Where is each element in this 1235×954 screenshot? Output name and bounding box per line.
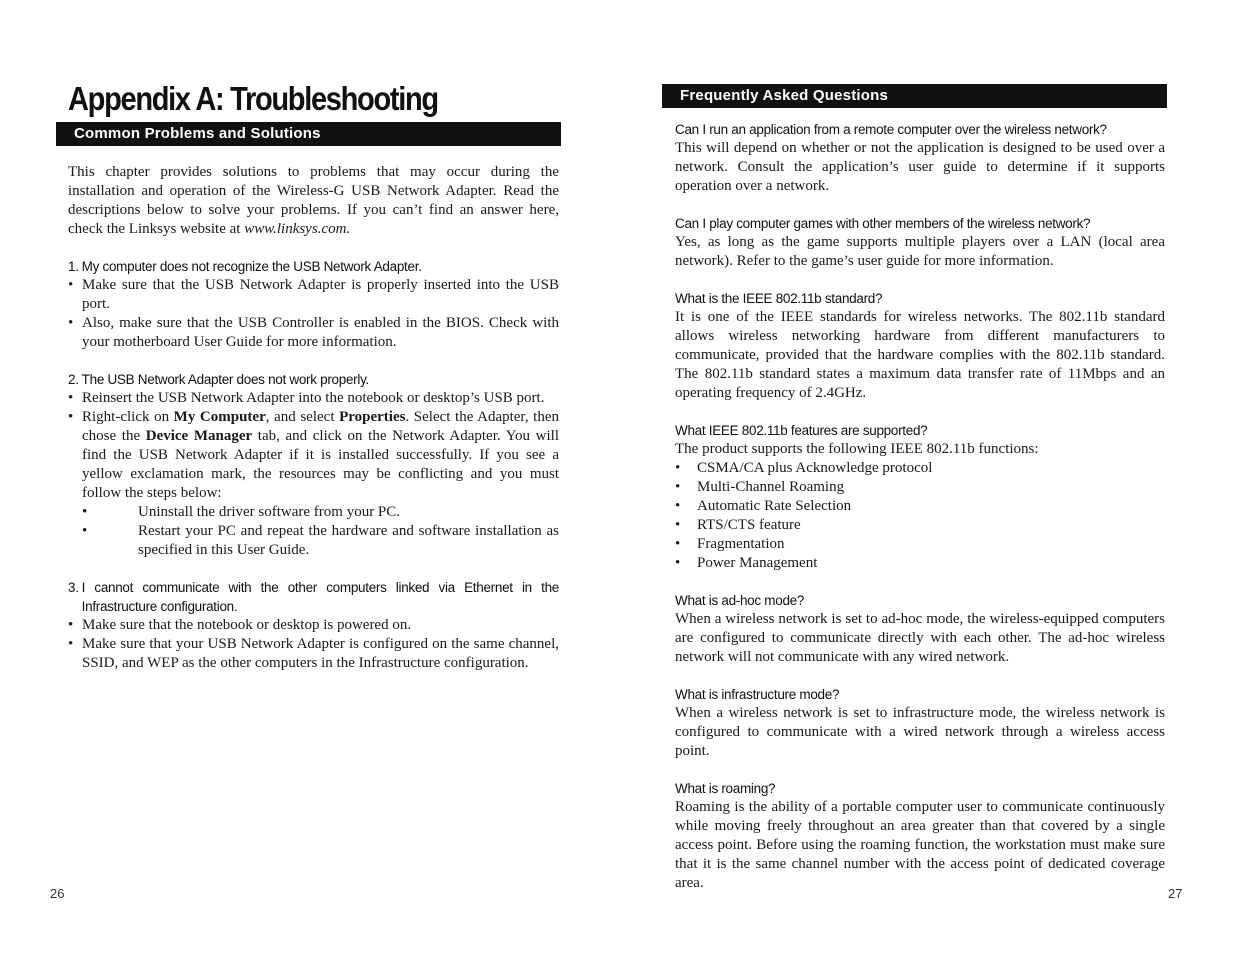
properties-label: Properties: [339, 409, 406, 425]
chapter-title: Appendix A: Troubleshooting: [68, 80, 438, 117]
device-manager-label: Device Manager: [145, 428, 253, 444]
faq-question-6: What is infrastructure mode?: [675, 687, 840, 702]
list-item: • Make sure that the USB Network Adapter is properly inserted into the USB port.: [68, 277, 559, 312]
page-number-left: 26: [50, 886, 65, 901]
faq-answer-6: When a wireless network is set to infrastructure mode, the wireless network is configured to communicate with a wired network through a wireless access point.: [675, 705, 1165, 759]
list-item: • RTS/CTS feature: [675, 517, 801, 533]
bullet-icon: •: [68, 636, 74, 652]
bullet-icon: •: [68, 390, 74, 406]
problem-3-title: I cannot communicate with the other computers linked via Ethernet in the Infrastructure configuration.: [81, 580, 559, 614]
faq-answer-5: When a wireless network is set to ad-hoc mode, the wireless-equipped computers are configured to communicate directly with each other. The ad-hoc wireless network will not communicate with any wired network.: [675, 611, 1165, 665]
problem-3-heading: [68, 578, 559, 616]
troubleshooting-body: [68, 163, 559, 673]
list-item: • Multi-Channel Roaming: [675, 479, 845, 495]
problem-1-heading: [68, 257, 559, 276]
faq-answer-7: Roaming is the ability of a portable computer user to communicate continuously while moving freely throughout an area greater than that covered by a single access point. Before using the roaming function, the workstation must make sure that it is the same channel number with the access point of dedicated coverage area.: [675, 799, 1165, 891]
problem-1-title: My computer does not recognize the USB Network Adapter.: [81, 259, 422, 274]
problem-2-heading: [68, 370, 559, 389]
list-item: • Also, make sure that the USB Controller is enabled in the BIOS. Check with your motherboard User Guide for more information.: [68, 315, 559, 350]
bullet-icon: •: [675, 555, 681, 571]
list-item: • Reinsert the USB Network Adapter into the notebook or desktop’s USB port.: [68, 390, 545, 406]
list-item: • Uninstall the driver software from your PC.: [82, 504, 401, 520]
bullet-icon: •: [82, 523, 88, 539]
bullet-icon: •: [675, 517, 681, 533]
faq-question-4: What IEEE 802.11b features are supported?: [675, 423, 928, 438]
bullet-icon: •: [68, 617, 74, 633]
left-page: [0, 0, 617, 954]
linksys-website-link[interactable]: www.linksys.com.: [244, 221, 351, 237]
faq-question-3: What is the IEEE 802.11b standard?: [675, 291, 883, 306]
problem-3-number: 3.: [68, 580, 79, 595]
problem-1-solutions: [68, 276, 559, 352]
problem-3-solutions: [68, 616, 559, 673]
supported-features-list: [675, 459, 1165, 573]
problem-2-solutions: [68, 389, 559, 560]
page-number-right: 27: [1168, 886, 1183, 901]
list-item: • CSMA/CA plus Acknowledge protocol: [675, 460, 933, 476]
section-header-faq: Frequently Asked Questions: [662, 84, 1167, 108]
bullet-icon: •: [68, 277, 74, 293]
faq-question-5: What is ad-hoc mode?: [675, 593, 805, 608]
list-item: • Restart your PC and repeat the hardware and software installation as specified in this User Guide.: [82, 523, 559, 558]
list-item: • Power Management: [675, 555, 818, 571]
my-computer-label: My Computer: [173, 409, 266, 425]
problem-1-number: 1.: [68, 259, 79, 274]
intro-text: This chapter provides solutions to problems that may occur during the installation and operation of the Wireless-G USB Network Adapter. Read the descriptions below to solve your problems. If you can’t find an answer here, check the Linksys website at: [68, 164, 559, 237]
problem-2-steps: [82, 503, 559, 560]
bullet-icon: •: [68, 409, 74, 425]
bullet-icon: •: [675, 479, 681, 495]
faq-answer-4: The product supports the following IEEE 802.11b functions:: [675, 441, 1039, 457]
faq-question-2: Can I play computer games with other members of the wireless network?: [675, 216, 1091, 231]
list-item: • Make sure that the notebook or desktop is powered on.: [68, 617, 412, 633]
faq-question-1: Can I run an application from a remote computer over the wireless network?: [675, 122, 1107, 137]
list-item: • Fragmentation: [675, 536, 785, 552]
bullet-icon: •: [675, 498, 681, 514]
bullet-icon: •: [675, 460, 681, 476]
list-item: • Automatic Rate Selection: [675, 498, 852, 514]
intro-paragraph: [68, 163, 559, 239]
faq-answer-1: This will depend on whether or not the application is designed to be used over a network. Consult the application’s user guide to determine if it supports operation over a network.: [675, 140, 1165, 194]
bullet-icon: •: [675, 536, 681, 552]
problem-2-number: 2.: [68, 372, 79, 387]
list-item: • Right-click on My Computer, and select Properties. Select the Adapter, then chose the Device Manager tab, and click on the Network Adapter. You will find the USB Network Adapter if it is installed successfully. If you see a yellow exclamation mark, the resources may be conflicting and you must follow the steps below: • Uninstall the driver software from your PC. • Restart your PC and repeat the hardware and software installation as specified in this User Guide.: [68, 409, 559, 558]
section-header-common-problems: Common Problems and Solutions: [56, 122, 561, 146]
faq-answer-2: Yes, as long as the game supports multiple players over a LAN (local area network). Refer to the game’s user guide for more information.: [675, 234, 1165, 269]
bullet-icon: •: [68, 315, 74, 331]
faq-body: [675, 120, 1165, 893]
bullet-icon: •: [82, 504, 88, 520]
problem-2-title: The USB Network Adapter does not work properly.: [81, 372, 369, 387]
faq-answer-3: It is one of the IEEE standards for wireless networks. The 802.11b standard allows wireless networking hardware from different manufacturers to communicate, provided that the hardware complies with the 802.11b standard. The 802.11b standard states a maximum data transfer rate of 11Mbps and an operating frequency of 2.4GHz.: [675, 309, 1165, 401]
right-page: [617, 0, 1235, 954]
list-item: • Make sure that your USB Network Adapter is configured on the same channel, SSID, and WEP as the other computers in the Infrastructure configuration.: [68, 636, 559, 671]
faq-question-7: What is roaming?: [675, 781, 776, 796]
